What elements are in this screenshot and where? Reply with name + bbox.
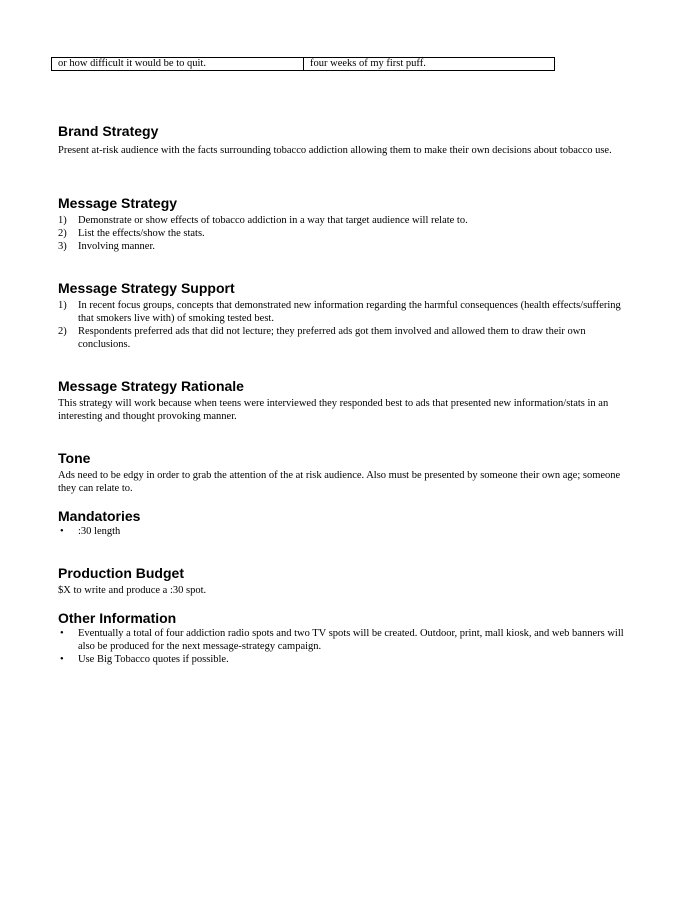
mandatories-section: [58, 508, 638, 538]
bullet-list: [58, 627, 638, 666]
other-information-section: [58, 610, 638, 666]
section-heading: Other Information: [58, 610, 177, 626]
section-heading: Mandatories: [58, 508, 141, 524]
list-item: [58, 325, 638, 351]
list-item: [58, 299, 638, 325]
list-item-text: :30 length: [78, 526, 121, 537]
list-item: [58, 214, 638, 227]
continuation-table: [51, 57, 555, 71]
brand-strategy-section: [58, 123, 638, 157]
list-item: [58, 525, 638, 538]
bullet-list: [58, 525, 638, 538]
section-heading: Message Strategy: [58, 195, 178, 211]
message-strategy-section: [58, 195, 638, 253]
list-marker: 1): [58, 300, 67, 311]
list-item-text: Respondents preferred ads that did not lecture; they preferred ads got them involved and allowed them to draw their own conclusions.: [78, 326, 586, 350]
section-body: $X to write and produce a :30 spot.: [58, 585, 207, 596]
list-item: [58, 227, 638, 240]
numbered-list: [58, 214, 638, 253]
bullet-marker: •: [60, 526, 64, 537]
section-body: This strategy will work because when teens were interviewed they responded best to ads that presented new information/stats in an interesting and thought provoking manner.: [58, 398, 609, 422]
section-body: Ads need to be edgy in order to grab the attention of the at risk audience. Also must be presented by someone their own age; someone they can relate to.: [58, 470, 621, 494]
production-budget-section: [58, 565, 638, 597]
section-heading: Brand Strategy: [58, 123, 159, 139]
list-item-text: Use Big Tobacco quotes if possible.: [78, 654, 229, 665]
tone-section: [58, 450, 638, 495]
message-strategy-support-section: [58, 280, 638, 351]
list-marker: 2): [58, 228, 67, 239]
section-body: Present at-risk audience with the facts surrounding tobacco addiction allowing them to make their own decisions about tobacco use.: [58, 145, 612, 156]
list-item: [58, 240, 638, 253]
section-heading: Production Budget: [58, 565, 184, 581]
section-heading: Tone: [58, 450, 91, 466]
table-cell: four weeks of my first puff.: [304, 58, 555, 71]
table-row: [52, 58, 555, 71]
list-item-text: In recent focus groups, concepts that demonstrated new information regarding the harmful consequences (health effects/suffering that smokers live with) of smoking tested best.: [78, 300, 621, 324]
section-heading: Message Strategy Rationale: [58, 378, 244, 394]
list-item-text: Eventually a total of four addiction radio spots and two TV spots will be created. Outdoor, print, mall kiosk, and web banners will also be produced for the next message-strategy campaign.: [78, 628, 624, 652]
table-cell: or how difficult it would be to quit.: [52, 58, 304, 71]
list-item-text: Demonstrate or show effects of tobacco addiction in a way that target audience will relate to.: [78, 215, 468, 226]
numbered-list: [58, 299, 638, 351]
list-marker: 1): [58, 215, 67, 226]
section-heading: Message Strategy Support: [58, 280, 235, 296]
list-marker: 3): [58, 241, 67, 252]
list-item-text: List the effects/show the stats.: [78, 228, 205, 239]
bullet-marker: •: [60, 654, 64, 665]
bullet-marker: •: [60, 628, 64, 639]
list-item: [58, 627, 638, 653]
message-strategy-rationale-section: [58, 378, 638, 423]
list-marker: 2): [58, 326, 67, 337]
list-item: [58, 653, 638, 666]
list-item-text: Involving manner.: [78, 241, 155, 252]
